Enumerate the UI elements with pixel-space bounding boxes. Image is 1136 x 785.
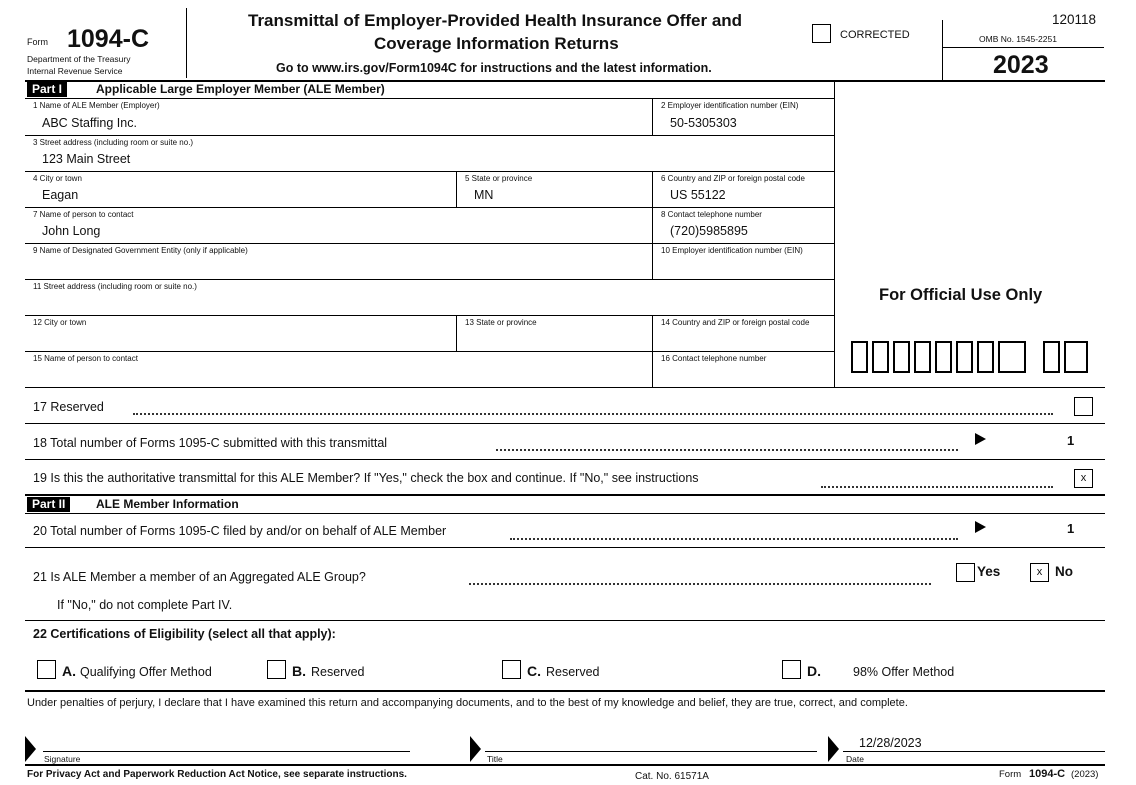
field14-label: 14 Country and ZIP or foreign postal code: [661, 318, 810, 327]
perjury-statement: Under penalties of perjury, I declare that I have examined this return and accompanying documents, and to the best of my knowledge and belief, they are true, correct, and complete.: [27, 697, 908, 709]
field3-label: 3 Street address (including room or suite no.): [33, 138, 194, 147]
form-title-line1: Transmittal of Employer-Provided Health Insurance Offer and: [248, 11, 743, 30]
option-d-letter: D.: [807, 663, 821, 679]
footer-form-number: 1094-C: [1029, 768, 1066, 780]
field13-label: 13 State or province: [465, 318, 537, 327]
line22-label: 22 Certifications of Eligibility (select all that apply):: [33, 627, 336, 641]
irs-text: Internal Revenue Service: [27, 66, 123, 76]
signature-label: Signature: [44, 754, 81, 764]
part1-tag: Part I: [27, 82, 67, 97]
field15-label: 15 Name of person to contact: [33, 354, 138, 363]
arrow-right-icon: [975, 433, 986, 445]
ein-value[interactable]: 50-5305303: [670, 116, 737, 130]
field11-label: 11 Street address (including room or suite no.): [33, 282, 197, 291]
line21-yes-checkbox[interactable]: [956, 563, 975, 582]
line17-checkbox[interactable]: [1074, 397, 1093, 416]
option-a-text: Qualifying Offer Method: [80, 665, 212, 679]
option-b-checkbox[interactable]: [267, 660, 286, 679]
footer-form-word: Form: [999, 769, 1022, 780]
zip-value[interactable]: US 55122: [670, 188, 726, 202]
instructions-link-text: Go to www.irs.gov/Form1094C for instructions and the latest information.: [276, 61, 712, 75]
option-b-letter: B.: [292, 663, 306, 679]
option-c-letter: C.: [527, 663, 541, 679]
option-a-letter: A.: [62, 663, 76, 679]
title-label: Title: [487, 754, 503, 764]
tax-year: 2023: [993, 51, 1049, 79]
field2-label: 2 Employer identification number (EIN): [661, 101, 799, 110]
option-b-text: Reserved: [311, 665, 365, 679]
signature-arrow-icon: [25, 736, 36, 762]
arrow-right-icon: [975, 521, 986, 533]
title-arrow-icon: [470, 736, 481, 762]
date-label: Date: [846, 754, 864, 764]
date-arrow-icon: [828, 736, 839, 762]
field1-label: 1 Name of ALE Member (Employer): [33, 101, 160, 110]
option-a-checkbox[interactable]: [37, 660, 56, 679]
privacy-notice: For Privacy Act and Paperwork Reduction Act Notice, see separate instructions.: [27, 769, 407, 780]
field8-label: 8 Contact telephone number: [661, 210, 762, 219]
field5-label: 5 State or province: [465, 174, 533, 183]
omb-number: OMB No. 1545-2251: [979, 34, 1057, 44]
line19-label: 19 Is this the authoritative transmittal for this ALE Member? If "Yes," check the box and continue. If "No," see instructions: [33, 471, 699, 485]
line18-label: 18 Total number of Forms 1095-C submitted with this transmittal: [33, 436, 388, 450]
part2-title: ALE Member Information: [96, 497, 239, 511]
official-use-label: For Official Use Only: [879, 286, 1043, 304]
option-c-checkbox[interactable]: [502, 660, 521, 679]
line17-label: 17 Reserved: [33, 400, 104, 414]
signature-field[interactable]: [43, 732, 410, 750]
catalog-number: Cat. No. 61571A: [635, 771, 709, 782]
line18-value[interactable]: 1: [1067, 433, 1075, 448]
form-code: 120118: [1052, 12, 1097, 27]
option-c-text: Reserved: [546, 665, 600, 679]
field4-label: 4 City or town: [33, 174, 82, 183]
line19-checkbox[interactable]: x: [1074, 469, 1093, 488]
part1-title: Applicable Large Employer Member (ALE Member): [96, 82, 385, 96]
department-text: Department of the Treasury: [27, 54, 131, 64]
contact-phone[interactable]: (720)5985895: [670, 224, 748, 238]
line21-label: 21 Is ALE Member a member of an Aggregated ALE Group?: [33, 570, 366, 584]
form-number: 1094-C: [67, 25, 149, 53]
option-d-checkbox[interactable]: [782, 660, 801, 679]
field7-label: 7 Name of person to contact: [33, 210, 134, 219]
date-value[interactable]: 12/28/2023: [859, 736, 922, 750]
form-title-line2: Coverage Information Returns: [374, 34, 619, 53]
street-address[interactable]: 123 Main Street: [42, 152, 131, 166]
corrected-checkbox[interactable]: [812, 24, 831, 43]
part2-tag: Part II: [27, 497, 70, 512]
line21-yes-label: Yes: [977, 564, 1001, 579]
contact-name[interactable]: John Long: [42, 224, 101, 238]
field9-label: 9 Name of Designated Government Entity (only if applicable): [33, 246, 248, 255]
field16-label: 16 Contact telephone number: [661, 354, 767, 363]
state-value[interactable]: MN: [474, 188, 494, 202]
line21-no-label: No: [1055, 564, 1073, 579]
field12-label: 12 City or town: [33, 318, 87, 327]
option-d-text: 98% Offer Method: [853, 665, 955, 679]
ale-member-name[interactable]: ABC Staffing Inc.: [42, 116, 137, 130]
line20-value[interactable]: 1: [1067, 521, 1075, 536]
field10-label: 10 Employer identification number (EIN): [661, 246, 803, 255]
title-field[interactable]: [485, 732, 817, 750]
city-value[interactable]: Eagan: [42, 188, 79, 202]
field6-label: 6 Country and ZIP or foreign postal code: [661, 174, 805, 183]
line21-note: If "No," do not complete Part IV.: [57, 598, 233, 612]
line20-label: 20 Total number of Forms 1095-C filed by and/or on behalf of ALE Member: [33, 524, 447, 538]
line21-no-checkbox[interactable]: x: [1030, 563, 1049, 582]
corrected-label: CORRECTED: [840, 29, 910, 41]
footer-year: (2023): [1071, 769, 1099, 780]
form-label: Form: [27, 37, 48, 47]
